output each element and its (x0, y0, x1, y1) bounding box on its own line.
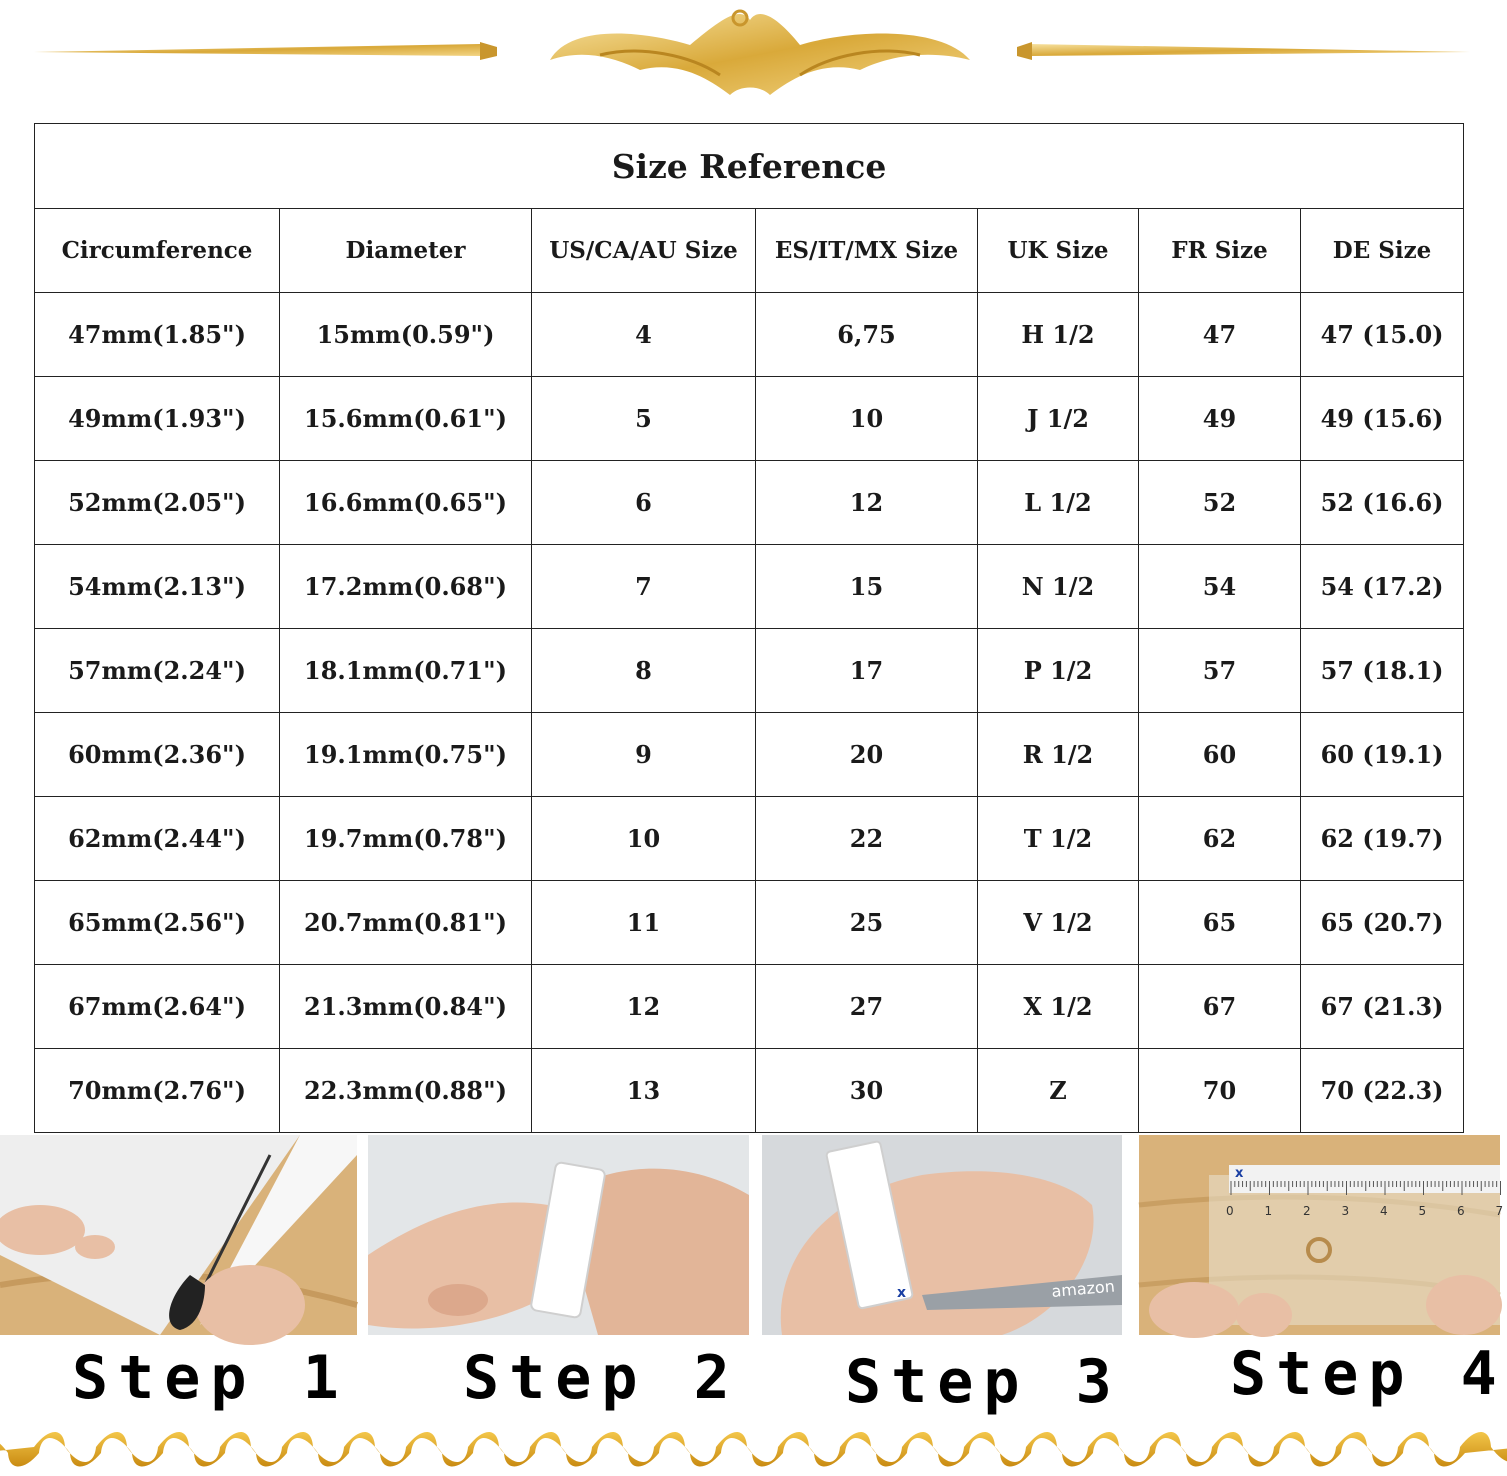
table-cell: 54mm(2.13") (35, 545, 280, 629)
table-row (35, 965, 1464, 1049)
ruler-number: 1 (1264, 1204, 1273, 1218)
table-cell: 12 (532, 965, 756, 1049)
table-cell: R 1/2 (978, 713, 1139, 797)
ruler-number: 2 (1303, 1204, 1311, 1218)
bottom-gold-wave (0, 1425, 1500, 1470)
table-cell: X 1/2 (978, 965, 1139, 1049)
table-cell: 52mm(2.05") (35, 461, 280, 545)
table-cell: H 1/2 (978, 293, 1139, 377)
table-cell: 12 (756, 461, 978, 545)
step-4-label: Step 4 (1230, 1339, 1507, 1409)
table-cell: 17.2mm(0.68") (280, 545, 532, 629)
table-cell: 47mm(1.85") (35, 293, 280, 377)
table-cell: 30 (756, 1049, 978, 1133)
table-cell: 70mm(2.76") (35, 1049, 280, 1133)
table-cell: 15.6mm(0.61") (280, 377, 532, 461)
column-header: DE Size (1301, 209, 1464, 293)
table-cell: 5 (532, 377, 756, 461)
step-2-photo (368, 1135, 749, 1335)
table-cell: 62 (19.7) (1301, 797, 1464, 881)
table-cell: 47 (1139, 293, 1301, 377)
table-cell: 67 (1139, 965, 1301, 1049)
table-cell: 54 (17.2) (1301, 545, 1464, 629)
table-cell: 10 (532, 797, 756, 881)
column-header: Circumference (35, 209, 280, 293)
table-cell: L 1/2 (978, 461, 1139, 545)
table-cell: 7 (532, 545, 756, 629)
table-cell: 25 (756, 881, 978, 965)
table-cell: 9 (532, 713, 756, 797)
table-cell: 18.1mm(0.71") (280, 629, 532, 713)
ruler-number: 6 (1457, 1204, 1465, 1218)
table-cell: 60 (1139, 713, 1301, 797)
table-cell: 22.3mm(0.88") (280, 1049, 532, 1133)
table-cell: 67mm(2.64") (35, 965, 280, 1049)
column-header: FR Size (1139, 209, 1301, 293)
table-cell: 10 (756, 377, 978, 461)
ruler-number: 0 (1226, 1204, 1234, 1218)
table-cell: 62 (1139, 797, 1301, 881)
table-row (35, 629, 1464, 713)
strip-mark: x (897, 1285, 907, 1301)
table-cell: 60 (19.1) (1301, 713, 1464, 797)
step-1-label: Step 1 (72, 1343, 349, 1413)
ruler-number: 3 (1341, 1204, 1350, 1218)
step-1-photo (0, 1135, 357, 1335)
table-cell: T 1/2 (978, 797, 1139, 881)
column-header: US/CA/AU Size (532, 209, 756, 293)
top-gold-ornament (0, 0, 1500, 110)
table-cell: 20.7mm(0.81") (280, 881, 532, 965)
step-2-label: Step 2 (463, 1343, 740, 1413)
table-cell: J 1/2 (978, 377, 1139, 461)
table-cell: 19.7mm(0.78") (280, 797, 532, 881)
table-cell: 49 (1139, 377, 1301, 461)
table-cell: 21.3mm(0.84") (280, 965, 532, 1049)
table-cell: N 1/2 (978, 545, 1139, 629)
table-cell: 22 (756, 797, 978, 881)
size-reference-table (34, 123, 1464, 1133)
table-cell: V 1/2 (978, 881, 1139, 965)
table-cell: P 1/2 (978, 629, 1139, 713)
ruler-mark: x (1235, 1166, 1244, 1181)
table-cell: 65mm(2.56") (35, 881, 280, 965)
table-row (35, 1049, 1464, 1133)
ruler-number: 7 (1495, 1204, 1504, 1218)
table-cell: 27 (756, 965, 978, 1049)
table-cell: 54 (1139, 545, 1301, 629)
step-4-photo (1139, 1135, 1504, 1335)
table-cell: 4 (532, 293, 756, 377)
table-row (35, 377, 1464, 461)
column-header: ES/IT/MX Size (756, 209, 978, 293)
table-cell: 52 (16.6) (1301, 461, 1464, 545)
table-cell: 49 (15.6) (1301, 377, 1464, 461)
table-cell: 49mm(1.93") (35, 377, 280, 461)
table-cell: 57 (1139, 629, 1301, 713)
table-cell: 16.6mm(0.65") (280, 461, 532, 545)
step-3-photo (762, 1135, 1122, 1335)
table-cell: 70 (1139, 1049, 1301, 1133)
table-cell: 17 (756, 629, 978, 713)
table-row (35, 713, 1464, 797)
table-cell: 57mm(2.24") (35, 629, 280, 713)
table-row (35, 293, 1464, 377)
table-cell: Z (978, 1049, 1139, 1133)
table-cell: 15mm(0.59") (280, 293, 532, 377)
table-row (35, 797, 1464, 881)
table-row (35, 461, 1464, 545)
ruler-number: 5 (1418, 1204, 1427, 1218)
table-cell: 65 (20.7) (1301, 881, 1464, 965)
table-cell: 6 (532, 461, 756, 545)
table-cell: 6,75 (756, 293, 978, 377)
table-title: Size Reference (35, 124, 1464, 209)
table-cell: 15 (756, 545, 978, 629)
table-cell: 67 (21.3) (1301, 965, 1464, 1049)
pen-brand-text: amazon (1050, 1276, 1116, 1301)
table-title-row (35, 124, 1464, 209)
table-cell: 65 (1139, 881, 1301, 965)
table-cell: 70 (22.3) (1301, 1049, 1464, 1133)
column-header: UK Size (978, 209, 1139, 293)
step-3-label: Step 3 (845, 1347, 1122, 1417)
table-cell: 19.1mm(0.75") (280, 713, 532, 797)
table-cell: 52 (1139, 461, 1301, 545)
table-cell: 8 (532, 629, 756, 713)
table-cell: 20 (756, 713, 978, 797)
table-cell: 57 (18.1) (1301, 629, 1464, 713)
table-cell: 13 (532, 1049, 756, 1133)
table-row (35, 545, 1464, 629)
table-row (35, 881, 1464, 965)
ruler-number: 4 (1380, 1204, 1388, 1218)
table-header-row (35, 209, 1464, 293)
table-cell: 60mm(2.36") (35, 713, 280, 797)
column-header: Diameter (280, 209, 532, 293)
table-cell: 11 (532, 881, 756, 965)
table-cell: 47 (15.0) (1301, 293, 1464, 377)
table-cell: 62mm(2.44") (35, 797, 280, 881)
